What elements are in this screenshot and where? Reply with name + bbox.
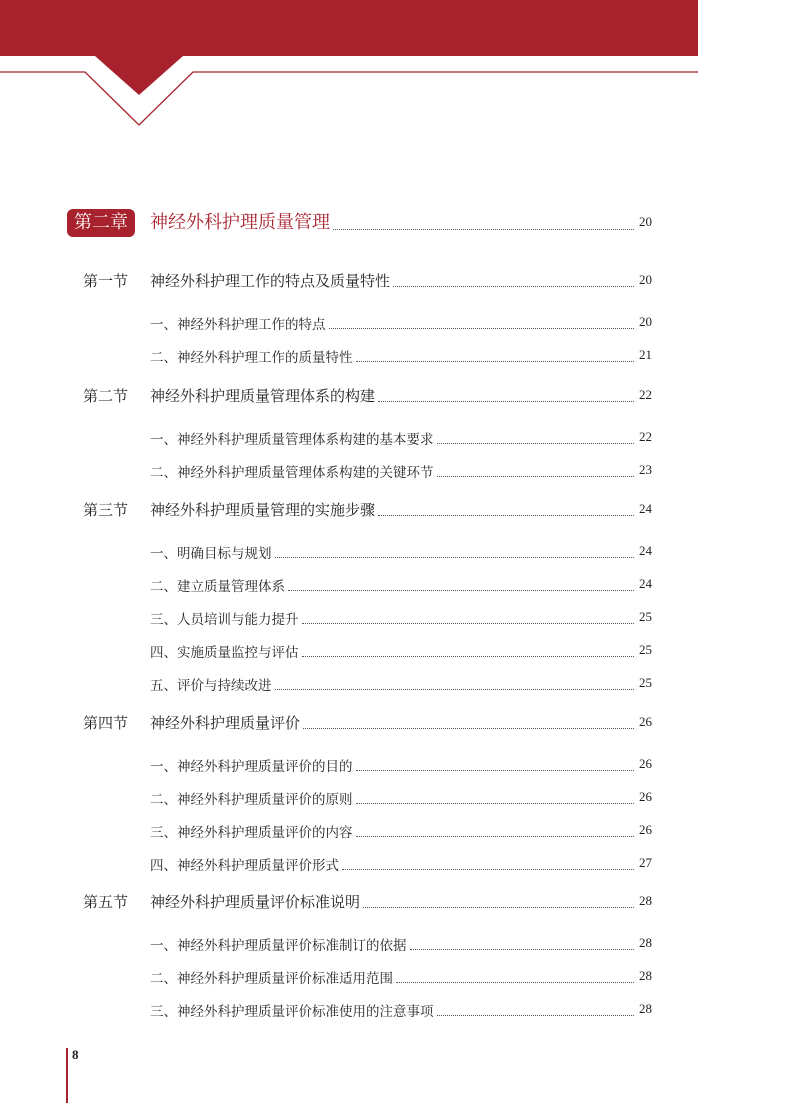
- subsection-page-number: 25: [639, 675, 652, 690]
- subsection-page-number: 25: [639, 609, 652, 624]
- subsection-page-number: 28: [639, 1001, 652, 1016]
- toc-leader: [275, 557, 634, 558]
- subsection-page-number: 26: [639, 756, 652, 771]
- section-title: 神经外科护理质量管理体系的构建: [150, 387, 376, 405]
- section-title: 神经外科护理工作的特点及质量特性: [150, 272, 391, 290]
- toc-leader: [437, 443, 634, 444]
- subsection-page-number: 26: [639, 789, 652, 804]
- toc-leader: [378, 515, 634, 516]
- toc-leader: [333, 229, 634, 230]
- section-title: 神经外科护理质量管理的实施步骤: [150, 501, 376, 519]
- subsection-title: 一、神经外科护理质量管理体系构建的基本要求: [150, 432, 434, 448]
- toc-leader: [410, 949, 634, 950]
- toc-leader: [275, 689, 634, 690]
- chapter-title: 神经外科护理质量管理: [150, 212, 330, 233]
- subsection-page-number: 28: [639, 968, 652, 983]
- subsection-title: 五、评价与持续改进: [150, 678, 272, 694]
- section-page-number: 24: [639, 501, 652, 516]
- section-title: 神经外科护理质量评价标准说明: [150, 893, 361, 911]
- subsection-page-number: 25: [639, 642, 652, 657]
- toc-leader: [302, 623, 634, 624]
- toc-leader: [396, 982, 634, 983]
- chapter-page-number: 20: [639, 214, 652, 229]
- subsection-page-number: 22: [639, 429, 652, 444]
- subsection-title: 一、神经外科护理工作的特点: [150, 317, 326, 333]
- section-number: 第三节: [83, 501, 129, 519]
- toc-leader: [302, 656, 634, 657]
- subsection-title: 四、神经外科护理质量评价形式: [150, 858, 339, 874]
- subsection-page-number: 21: [639, 347, 652, 362]
- subsection-page-number: 24: [639, 543, 652, 558]
- section-number: 第五节: [83, 893, 129, 911]
- toc-leader: [342, 869, 634, 870]
- chapter-badge: 第二章: [67, 209, 135, 237]
- toc-leader: [329, 328, 634, 329]
- section-title: 神经外科护理质量评价: [150, 714, 301, 732]
- subsection-title: 一、明确目标与规划: [150, 546, 272, 562]
- subsection-page-number: 20: [639, 314, 652, 329]
- toc-leader: [356, 803, 634, 804]
- subsection-page-number: 28: [639, 935, 652, 950]
- toc-leader: [356, 361, 634, 362]
- section-page-number: 28: [639, 893, 652, 908]
- toc-leader: [356, 770, 634, 771]
- section-page-number: 20: [639, 272, 652, 287]
- section-number: 第四节: [83, 714, 129, 732]
- toc-leader: [378, 401, 634, 402]
- subsection-title: 一、神经外科护理质量评价标准制订的依据: [150, 938, 407, 954]
- toc-leader: [363, 907, 634, 908]
- header-chevron-decoration: [0, 0, 700, 130]
- subsection-title: 四、实施质量监控与评估: [150, 645, 299, 661]
- toc-leader: [356, 836, 634, 837]
- subsection-title: 一、神经外科护理质量评价的目的: [150, 759, 353, 775]
- subsection-title: 二、神经外科护理质量管理体系构建的关键环节: [150, 465, 434, 481]
- subsection-title: 三、神经外科护理质量评价标准使用的注意事项: [150, 1004, 434, 1020]
- subsection-title: 二、建立质量管理体系: [150, 579, 285, 595]
- footer-page-number: 8: [72, 1047, 79, 1062]
- subsection-page-number: 24: [639, 576, 652, 591]
- toc-leader: [437, 1015, 634, 1016]
- toc-leader: [303, 728, 634, 729]
- subsection-page-number: 27: [639, 855, 652, 870]
- section-page-number: 22: [639, 387, 652, 402]
- subsection-page-number: 23: [639, 462, 652, 477]
- subsection-title: 二、神经外科护理质量评价的原则: [150, 792, 353, 808]
- section-number: 第一节: [83, 272, 129, 290]
- section-number: 第二节: [83, 387, 129, 405]
- subsection-title: 二、神经外科护理工作的质量特性: [150, 350, 353, 366]
- section-page-number: 26: [639, 714, 652, 729]
- subsection-title: 二、神经外科护理质量评价标准适用范围: [150, 971, 393, 987]
- toc-leader: [288, 590, 634, 591]
- subsection-page-number: 26: [639, 822, 652, 837]
- subsection-title: 三、神经外科护理质量评价的内容: [150, 825, 353, 841]
- subsection-title: 三、人员培训与能力提升: [150, 612, 299, 628]
- footer-rule: [66, 1048, 68, 1103]
- toc-leader: [437, 476, 634, 477]
- toc-leader: [393, 286, 634, 287]
